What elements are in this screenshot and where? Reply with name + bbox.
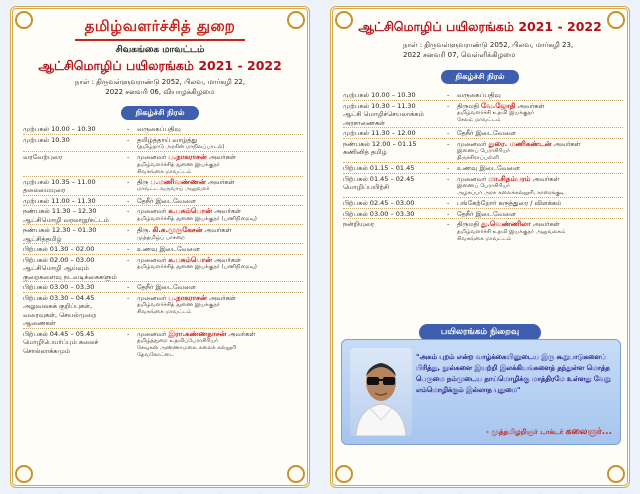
speaker-designation: திருச்சிராப்பள்ளி xyxy=(457,155,499,161)
session-detail xyxy=(457,198,623,208)
speaker-name: ப.நாகராசன் xyxy=(168,153,207,161)
time-text: பிற்பகல் 03.30 – 04.45 xyxy=(23,293,95,302)
date-line-1: நாள் : திருவள்ளுவராண்டு 2052, பிலவ, மார்கழி 23, xyxy=(403,41,574,49)
time-text: நண்பகல் 11.30 – 12.30 xyxy=(23,207,97,215)
schedule-row xyxy=(343,208,623,219)
portrait-illustration-icon xyxy=(350,348,412,436)
corner-ornament xyxy=(15,11,33,29)
speaker-designation: தமிழ்வளர்ச்சித் துணை இயக்குநர் (பணிநிறைவு) xyxy=(137,215,257,222)
session-time xyxy=(23,282,127,292)
detail-text: தமிழ்த்தாய் வாழ்த்து xyxy=(137,135,198,144)
portrait-image xyxy=(350,348,412,436)
session-time xyxy=(343,101,447,128)
corner-ornament xyxy=(607,465,625,483)
session-topic: ஆட்சி மொழிச்செயலாக்கம் அரசாணைகள் xyxy=(343,110,424,127)
session-detail xyxy=(137,177,303,194)
separator-dash: - xyxy=(447,164,450,172)
attribution-prefix: - முத்தமிழறிஞர் டாக்டர் xyxy=(485,428,566,436)
session-time xyxy=(23,206,127,224)
honorific-text: அவர்கள் xyxy=(205,177,235,186)
session-time xyxy=(23,293,127,328)
schedule-row xyxy=(23,151,303,176)
schedule-list xyxy=(23,124,303,359)
detail-text: தேநீர் இடைவேளை xyxy=(457,129,516,137)
schedule-row xyxy=(23,195,303,206)
separator-dash: - xyxy=(127,329,130,338)
date-line-2: 2022 சனவரி 07, வெள்ளிக்கிழமை xyxy=(403,51,516,59)
session-detail xyxy=(457,101,623,125)
corner-ornament xyxy=(335,11,353,29)
session-time xyxy=(23,124,127,134)
speaker-designation: சிவகங்கை மாவட்டம் xyxy=(457,235,512,242)
separator-dash: - xyxy=(127,255,130,264)
separator-dash: - xyxy=(127,293,130,302)
separator-dash: - xyxy=(447,220,450,228)
schedule-row xyxy=(23,224,303,243)
session-detail xyxy=(457,128,623,138)
detail-text: உணவு இடைவேளை xyxy=(457,164,520,172)
detail-text: திருமதி xyxy=(457,101,481,110)
session-time xyxy=(23,329,127,356)
separator-dash: - xyxy=(127,226,130,234)
session-time xyxy=(343,128,447,138)
time-text: வரவேற்புரை xyxy=(23,153,63,161)
schedule-list xyxy=(343,90,623,243)
speaker-designation: இணைப் பேராசிரியர் xyxy=(457,148,510,154)
session-detail xyxy=(137,206,303,223)
detail-text: வருகைப்பதிவு xyxy=(137,125,181,133)
detail-text: திரு xyxy=(137,177,151,186)
schedule-row xyxy=(343,173,623,198)
time-text: முற்பகல் 10.30 xyxy=(23,135,70,144)
time-text: முற்பகல் 11.00 – 11.30 xyxy=(23,196,96,205)
separator-dash: - xyxy=(447,129,450,137)
session-time xyxy=(343,174,447,192)
corner-ornament xyxy=(607,11,625,29)
session-time xyxy=(23,255,127,282)
session-detail xyxy=(137,329,303,360)
schedule-row xyxy=(23,281,303,292)
session-topic: ஆட்சிமொழி வரலாறு/சட்டம் xyxy=(23,215,109,224)
session-time xyxy=(23,225,127,243)
schedule-row xyxy=(343,197,623,208)
session-detail xyxy=(137,135,303,152)
separator-dash: - xyxy=(447,101,450,110)
detail-text: முனைவர் xyxy=(457,139,489,148)
session-detail xyxy=(137,282,303,292)
session-time xyxy=(343,219,447,229)
session-time xyxy=(23,152,127,162)
day2-panel xyxy=(330,6,630,488)
honorific-text: அவர்கள் xyxy=(530,220,560,228)
time-text: முற்பகல் 10.30 – 11.30 xyxy=(343,101,416,110)
speaker-designation: தமிழ்வளர்ச்சி உதவி இயக்குநர் அலுவலகம் xyxy=(457,228,566,235)
detail-text: திருமதி xyxy=(457,220,481,228)
schedule-row xyxy=(23,176,303,195)
program-title: ஆட்சிமொழிப் பயிலரங்கம் 2021 - 2022 xyxy=(358,19,602,34)
schedule-row xyxy=(343,218,623,243)
separator-dash: - xyxy=(447,139,450,148)
time-text: முற்பகல் 10.00 – 10.30 xyxy=(343,91,416,99)
speaker-designation: முத்தமிழ்ப் பாசறை xyxy=(137,234,185,241)
session-topic: மொழிபெயர்ப்பும் கலைச் சொல்லாக்கமும் xyxy=(23,338,99,355)
schedule-row xyxy=(343,90,623,100)
detail-text: முனைவர் xyxy=(457,174,489,183)
separator-dash: - xyxy=(127,196,130,205)
honorific-text: அவர்கள் xyxy=(515,101,545,110)
session-detail xyxy=(457,139,623,163)
district-name: சிவகங்கை மாவட்டம் xyxy=(115,45,205,55)
time-text: முற்பகல் 10.35 – 11.00 xyxy=(23,177,96,186)
schedule-row xyxy=(23,254,303,282)
session-detail xyxy=(457,163,623,173)
session-detail xyxy=(457,174,623,198)
corner-ornament xyxy=(15,465,33,483)
session-time xyxy=(343,209,447,219)
corner-ornament xyxy=(287,465,305,483)
speaker-designation: தமிழ்வளர்ச்சித் துணை இயக்குநர் xyxy=(137,161,220,168)
session-detail xyxy=(137,244,303,254)
time-text: பிற்பகல் 01.30 – 02.00 xyxy=(23,245,95,253)
closing-badge: பயிலரங்கம் நிறைவு xyxy=(419,324,541,341)
schedule-row xyxy=(343,138,623,163)
separator-dash: - xyxy=(127,177,130,186)
date-line-2: 2022 சனவரி 06, வியாழக்கிழமை xyxy=(105,88,215,96)
speaker-name: க.பசும்பொன் xyxy=(168,255,213,264)
session-topic: ஆட்சிமொழி ஆய்வும் குறைகளைவு நடவடிக்கைகளும் xyxy=(23,264,117,281)
quote-attribution xyxy=(486,427,612,438)
speaker-name: து.வெண்ணிலா xyxy=(480,220,531,228)
agenda-badge: நிகழ்ச்சி நிரல் xyxy=(441,70,518,84)
honorific-text: அவர்கள் xyxy=(206,153,236,161)
session-time xyxy=(343,198,447,208)
honorific-text: அவர்கள் xyxy=(226,329,256,338)
speaker-designation: தமிழ்வளர்ச்சித் துணை இயக்குநர் xyxy=(137,302,220,308)
schedule-row xyxy=(343,162,623,173)
detail-text: உணவு இடைவேளை xyxy=(137,245,200,253)
detail-text: முனைவர் xyxy=(137,207,169,215)
session-time xyxy=(23,244,127,254)
speaker-name: மா.சிதம்பரம் xyxy=(488,174,531,183)
separator-dash: - xyxy=(447,174,450,183)
session-detail xyxy=(457,209,623,219)
separator-dash: - xyxy=(127,245,130,253)
honorific-text: அவர்கள் xyxy=(530,174,560,183)
detail-text: பங்கேற்றோர் கருத்துரை / விளக்கம் xyxy=(457,199,562,207)
corner-ornament xyxy=(335,465,353,483)
session-detail xyxy=(137,225,303,242)
honorific-text: அவர்கள் xyxy=(212,255,241,264)
speaker-name: துரை. மணிகண்டன் xyxy=(488,139,552,148)
session-detail xyxy=(457,90,623,100)
session-detail xyxy=(137,293,303,317)
time-text: பிற்பகல் 02.00 – 03.00 xyxy=(23,255,95,264)
session-detail xyxy=(137,196,303,206)
session-time xyxy=(23,177,127,195)
date-line-1: நாள் : திருவள்ளுவராண்டு 2052, பிலவ, மார்கழி 22, xyxy=(74,78,246,86)
detail-text: முனைவர் xyxy=(137,293,169,302)
time-text: பிற்பகல் 01.45 – 02.45 xyxy=(343,174,415,183)
schedule-row xyxy=(343,127,623,138)
department-title: தமிழ்வளர்ச்சித் துறை xyxy=(84,17,236,35)
time-text: பிற்பகல் 03.00 – 03.30 xyxy=(23,283,95,291)
time-text: முற்பகல் 10.00 – 10.30 xyxy=(23,125,96,133)
separator-dash: - xyxy=(127,135,130,144)
session-topic: மொழிப்பயிற்சி xyxy=(343,183,389,191)
separator-dash: - xyxy=(127,153,130,161)
schedule-row xyxy=(23,124,303,134)
session-time xyxy=(343,163,447,173)
separator-dash: - xyxy=(127,125,130,133)
corner-ornament xyxy=(287,11,305,29)
session-detail xyxy=(137,124,303,134)
schedule-row xyxy=(23,134,303,152)
session-topic: கணினித் தமிழ் xyxy=(343,148,387,156)
time-text: பிற்பகல் 01.15 – 01.45 xyxy=(343,164,415,172)
detail-text: முனைவர் xyxy=(137,255,169,264)
session-detail xyxy=(137,255,303,272)
time-text: நண்பகல் 12.00 – 01.15 xyxy=(343,139,417,148)
speaker-designation: (தமிழ்நாடு அரசின் மாநிலப்பாடல்) xyxy=(137,144,225,150)
quote-text: "அகம் புறம் என்ற வாழ்க்கையினுடைய இரு கூறுபாடுகளைப் பிரித்து, நூல்களை இயற்றி இலக்கியங்களைத் தந்துள்ள மொத்த பெருமை நம்முடைய தாய்மொழிக்கு மாத்திரமே உள்ளது வேறு எம்மொழிக்கும் இல்லாத புதுமை" xyxy=(416,353,611,394)
time-text: நன்றியுரை xyxy=(343,220,375,228)
speaker-designation: தமிழ்த்துறை உதவிப்பேராசிரியர் xyxy=(137,338,218,344)
speaker-designation: தமிழ்வளர்ச்சி உதவி இயக்குநர் xyxy=(457,110,535,116)
quote-box xyxy=(341,339,621,445)
detail-text: திரு. xyxy=(137,226,153,234)
time-text: முற்பகல் 11.30 – 12.00 xyxy=(343,129,416,137)
event-date xyxy=(333,40,627,60)
session-topic: அலுவலகக் குறிப்புகள், வரைவுகள், செயல்முறை ஆணைகள் xyxy=(23,302,97,327)
session-time xyxy=(23,196,127,206)
speaker-designation: இணைப் பேராசிரியர் xyxy=(457,183,510,189)
schedule-row xyxy=(343,100,623,128)
attribution-name: கலைஞர்... xyxy=(565,427,612,437)
session-topic: ஆட்சித்தமிழ் xyxy=(23,234,62,243)
program-title: ஆட்சிமொழிப் பயிலரங்கம் 2021 - 2022 xyxy=(38,58,282,73)
speaker-name: கி.சு.முருகேசன் xyxy=(152,226,203,234)
agenda-badge: நிகழ்ச்சி நிரல் xyxy=(121,106,198,120)
separator-dash: - xyxy=(447,199,450,207)
schedule-row xyxy=(23,328,303,360)
honorific-text: அவர்கள் xyxy=(212,207,241,215)
day1-panel xyxy=(10,6,310,488)
detail-text: முனைவர் xyxy=(137,329,169,338)
session-time xyxy=(343,139,447,157)
title-underline xyxy=(75,39,245,41)
separator-dash: - xyxy=(127,207,130,215)
session-detail xyxy=(137,152,303,176)
detail-text: முனைவர் xyxy=(137,153,169,161)
schedule-row xyxy=(23,243,303,254)
session-time xyxy=(343,90,447,100)
detail-text: வருகைப்பதிவு xyxy=(457,91,501,99)
time-text: பிற்பகல் 02.45 – 03.00 xyxy=(343,199,415,207)
time-text: பிற்பகல் 03.00 – 03.30 xyxy=(343,209,415,218)
event-date xyxy=(13,77,307,97)
session-detail xyxy=(457,219,623,243)
speaker-designation: தமிழ்வளர்ச்சித் துணை இயக்குநர் (பணிநிறைவு) xyxy=(137,264,257,270)
honorific-text: அவர்கள் xyxy=(206,293,236,302)
speaker-designation: சேலம் மாவட்டம் xyxy=(457,117,501,123)
speaker-name: க.பசும்பொன் xyxy=(168,207,213,215)
detail-text: தேநீர் இடைவேளை xyxy=(137,283,196,291)
speaker-designation: அழகப்பா அரசு கலைக்கல்லூரி, காரைக்குடி xyxy=(457,190,565,196)
speaker-name: வே.ஜோதி xyxy=(480,101,516,110)
session-time xyxy=(23,135,127,145)
separator-dash: - xyxy=(447,209,450,218)
speaker-designation: சேவுகன் அண்ணாமலை கலைக் கல்லூரி xyxy=(137,345,237,351)
speaker-designation: சிவகங்கை மாவட்டம் xyxy=(137,168,192,175)
time-text: நண்பகல் 12.30 – 01.30 xyxy=(23,226,97,234)
speaker-designation: தேவகோட்டை xyxy=(137,352,175,358)
speaker-designation: சிவகங்கை மாவட்டம் xyxy=(137,309,192,315)
separator-dash: - xyxy=(447,91,450,99)
speaker-name: ப.மணிவண்ணன் xyxy=(150,177,206,186)
schedule-row xyxy=(23,292,303,328)
speaker-name: இரா.கண்ணதாசன் xyxy=(168,329,227,338)
speaker-name: ப.நாகராசன் xyxy=(168,293,207,302)
detail-text: தேநீர் இடைவேளை xyxy=(137,196,196,205)
session-topic: தலைமையுரை xyxy=(23,186,66,194)
speaker-designation: மாவட்ட வருவாய் அலுவலர் xyxy=(137,186,210,192)
honorific-text: அவர்கள் xyxy=(551,139,581,148)
time-text: பிற்பகல் 04.45 – 05.45 xyxy=(23,329,95,338)
separator-dash: - xyxy=(127,283,130,291)
schedule-row xyxy=(23,205,303,224)
detail-text: தேநீர் இடைவேளை xyxy=(457,209,516,218)
honorific-text: அவர்கள் xyxy=(202,226,232,234)
